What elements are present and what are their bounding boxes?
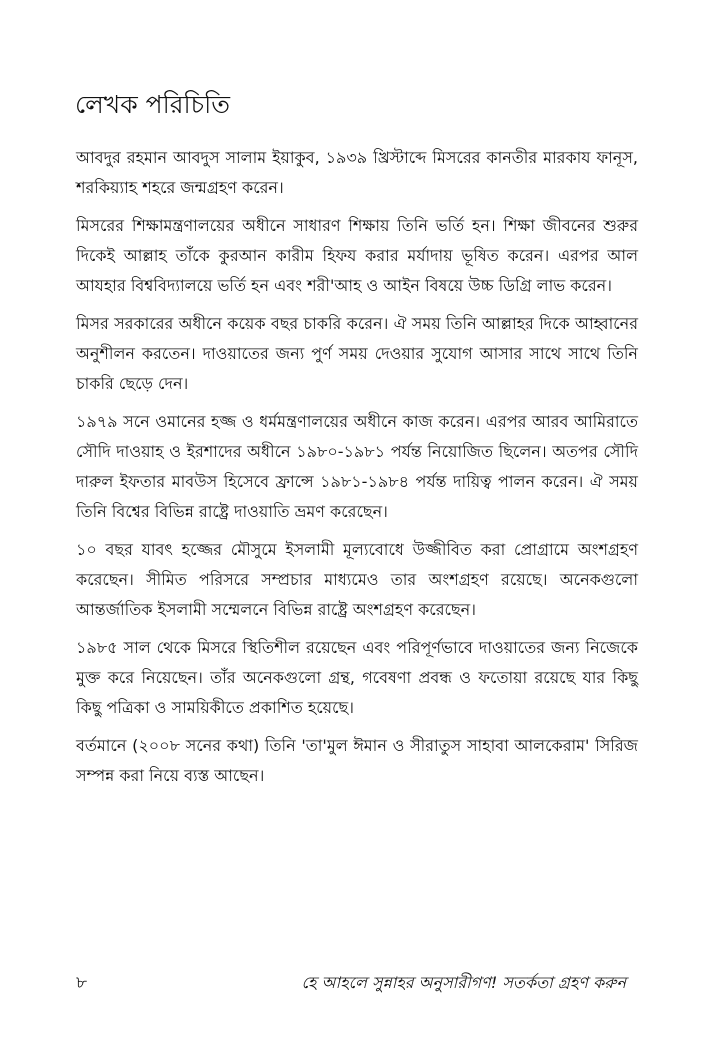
- paragraph-works: ১৯৮৫ সাল থেকে মিসরে স্থিতিশীল রয়েছেন এবং পরিপূর্ণভাবে দাওয়াতের জন্য নিজেকে মুক্ত করে নিয়েছেন। তাঁর অনেকগুলো গ্রন্থ, গবেষণা প্রবন্ধ ও ফতোয়া রয়েছে যার কিছু কিছু পত্রিকা ও সাময়িকীতে প্রকাশিত হয়েছে।: [76, 638, 638, 717]
- paragraph-education: মিসরের শিক্ষামন্ত্রণালয়ের অধীনে সাধারণ শিক্ষায় তিনি ভর্তি হন। শিক্ষা জীবনের শুরুর দিকেই আল্লাহ তাঁকে কুরআন কারীম হিফয করার মর্যাদায় ভূষিত করেন। এরপর আল আযহার বিশ্ববিদ্যালয়ে ভর্তি হন এবং শরী'আহ ও আইন বিষয়ে উচ্চ ডিগ্রি লাভ করেন।: [76, 216, 638, 295]
- page-footer: [76, 968, 638, 998]
- paragraph-career-abroad: ১৯৭৯ সনে ওমানের হজ্জ ও ধর্মমন্ত্রণালয়ের অধীনে কাজ করেন। এরপর আরব আমিরাতে সৌদি দাওয়াহ ও ইরশাদের অধীনে ১৯৮০-১৯৮১ পর্যন্ত নিয়োজিত ছিলেন। অতপর সৌদি দারুল ইফতার মাবউস হিসেবে ফ্রান্সে ১৯৮১-১৯৮৪ পর্যন্ত দায়িত্ব পালন করেন। ঐ সময় তিনি বিশ্বের বিভিন্ন রাষ্ট্রে দাওয়াতি ভ্রমণ করেছেন।: [76, 412, 638, 521]
- paragraph-birth: আবদুর রহমান আবদুস সালাম ইয়াকুব, ১৯৩৯ খ্রিস্টাব্দে মিসরের কানতীর মারকায ফানূস, শরকিয়্যাহ শহরে জন্মগ্রহণ করেন।: [76, 148, 638, 197]
- paragraph-government-service: মিসর সরকারের অধীনে কয়েক বছর চাকরি করেন। ঐ সময় তিনি আল্লাহর দিকে আহ্বানের অনুশীলন করতেন। দাওয়াতের জন্য পুর্ণ সময় দেওয়ার সুযোগ আসার সাথে সাথে তিনি চাকরি ছেড়ে দেন।: [76, 314, 638, 393]
- running-title: হে আহলে সুন্নাহর অনুসারীগণ! সতর্কতা গ্রহণ করুন: [301, 973, 626, 992]
- page-number: ৮: [76, 973, 88, 993]
- page-title: লেখক পরিচিতি: [75, 90, 231, 119]
- author-biography: [76, 143, 638, 799]
- paragraph-hajj-programs: ১০ বছর যাবৎ হজ্জের মৌসুমে ইসলামী মূল্যবোধে উজ্জীবিত করা প্রোগ্রামে অংশগ্রহণ করেছেন। সীমিত পরিসরে সম্প্রচার মাধ্যমেও তার অংশগ্রহণ রয়েছে। অনেকগুলো আন্তর্জাতিক ইসলামী সম্মেলনে বিভিন্ন রাষ্ট্রে অংশগ্রহণ করেছেন।: [76, 540, 638, 619]
- paragraph-current-work: বর্তমানে (২০০৮ সনের কথা) তিনি 'তা'মুল ঈমান ও সীরাতুস সাহাবা আলকেরাম' সিরিজ সম্পন্ন করা নিয়ে ব্যস্ত আছেন।: [76, 736, 638, 785]
